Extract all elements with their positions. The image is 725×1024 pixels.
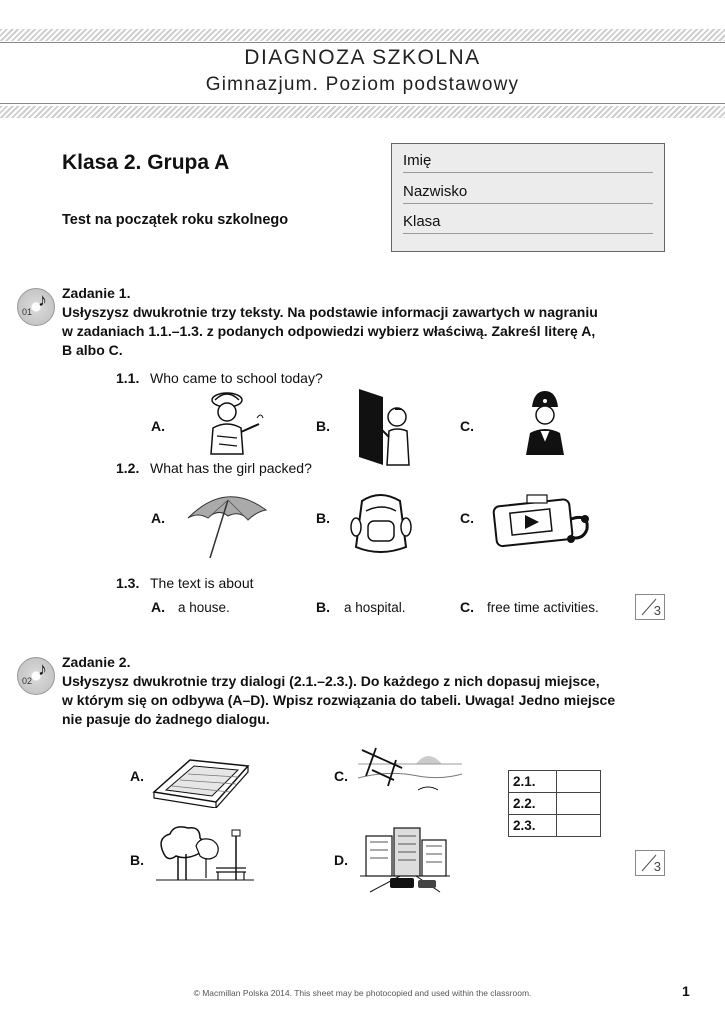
- q1-2-option-c[interactable]: C.: [460, 510, 474, 526]
- swimming-pool-picture: [150, 752, 250, 808]
- table-row: [509, 815, 601, 837]
- table-row: [509, 771, 601, 793]
- music-note-icon: ♪: [38, 659, 47, 679]
- answer-row-label: 2.2.: [509, 793, 557, 815]
- header-top-rule: [0, 42, 725, 43]
- question-1-3-text: The text is about: [150, 575, 254, 591]
- task1-score-box[interactable]: [635, 594, 665, 620]
- place-d-label: D.: [334, 852, 348, 868]
- q1-1-option-a[interactable]: A.: [151, 418, 165, 434]
- header-top-stripe: [0, 29, 725, 41]
- backpack-picture: [350, 491, 412, 557]
- question-1-2-number: 1.2.: [116, 460, 140, 476]
- task2-title: Zadanie 2.: [62, 654, 131, 670]
- answer-cell[interactable]: [557, 771, 601, 793]
- test-name: Test na początek roku szkolnego: [62, 212, 289, 228]
- police-officer-picture: [522, 389, 568, 457]
- table-row: [509, 793, 601, 815]
- question-1-1-text: Who came to school today?: [150, 370, 323, 386]
- question-1-1-number: 1.1.: [116, 370, 140, 386]
- beach-picture: [358, 746, 462, 796]
- task2-instruction: Usłyszysz dwukrotnie trzy dialogi (2.1.–2.3.). Do każdego z nich dopasuj miejsce, w którym się on odbywa (A–D). Wpisz rozwiązania do tabeli. Uwaga! Jedno miejsce nie pasuje do żadnego dialogu.: [62, 673, 616, 727]
- q1-3-option-c-letter[interactable]: C.: [460, 599, 474, 615]
- first-name-field[interactable]: [403, 152, 653, 173]
- q1-3-option-b-letter[interactable]: B.: [316, 599, 330, 615]
- place-a-label: A.: [130, 768, 144, 784]
- q1-3-option-a-letter[interactable]: A.: [151, 599, 165, 615]
- place-b-label: B.: [130, 852, 144, 868]
- last-name-label: Nazwisko: [403, 183, 468, 200]
- q1-3-option-b-text[interactable]: a hospital.: [344, 600, 406, 615]
- answer-cell[interactable]: [557, 815, 601, 837]
- park-picture: [156, 824, 254, 884]
- answer-cell[interactable]: [557, 793, 601, 815]
- music-note-icon: ♪: [38, 290, 47, 310]
- track-number: 01: [22, 307, 33, 317]
- place-c-label: C.: [334, 768, 348, 784]
- answer-table: [508, 770, 601, 837]
- task1-instruction: Usłyszysz dwukrotnie trzy teksty. Na podstawie informacji zawartych w nagraniu w zadaniach 1.1.–1.3. z podanych odpowiedzi wybierz właściwą. Zakreśl literę A, B albo C.: [62, 304, 598, 358]
- header-bottom-rule: [0, 103, 725, 104]
- header-title: DIAGNOZA SZKOLNA: [244, 46, 481, 69]
- page-number: 1: [682, 983, 690, 999]
- last-name-field[interactable]: [403, 183, 653, 204]
- header-bottom-stripe: [0, 106, 725, 118]
- question-1-2-text: What has the girl packed?: [150, 460, 312, 476]
- q1-3-option-c-text[interactable]: free time activities.: [487, 600, 599, 615]
- first-name-label: Imię: [403, 152, 432, 169]
- q1-3-option-a-text[interactable]: a house.: [178, 600, 230, 615]
- q1-2-option-a[interactable]: A.: [151, 510, 165, 526]
- teacher-picture: [357, 387, 417, 467]
- track-number: 02: [22, 676, 33, 686]
- q1-1-option-c[interactable]: C.: [460, 418, 474, 434]
- task1-max-points: 3: [653, 603, 661, 618]
- answer-row-label: 2.3.: [509, 815, 557, 837]
- q1-1-option-b[interactable]: B.: [316, 418, 330, 434]
- music-player-picture: [491, 493, 593, 549]
- student-info-box: [391, 143, 665, 252]
- question-1-3-number: 1.3.: [116, 575, 140, 591]
- umbrella-picture: [186, 488, 268, 560]
- city-street-picture: [360, 824, 450, 894]
- copyright-footer: © Macmillan Polska 2014. This sheet may be photocopied and used within the classroom.: [193, 988, 532, 998]
- answer-row-label: 2.1.: [509, 771, 557, 793]
- class-label: Klasa: [403, 213, 441, 230]
- q1-2-option-b[interactable]: B.: [316, 510, 330, 526]
- task2-max-points: 3: [653, 859, 661, 874]
- class-field[interactable]: [403, 213, 653, 234]
- class-group-title: Klasa 2. Grupa A: [62, 151, 230, 174]
- firefighter-picture: [197, 388, 267, 456]
- task1-title: Zadanie 1.: [62, 285, 131, 301]
- task2-score-box[interactable]: [635, 850, 665, 876]
- header-subtitle: Gimnazjum. Poziom podstawowy: [205, 74, 520, 95]
